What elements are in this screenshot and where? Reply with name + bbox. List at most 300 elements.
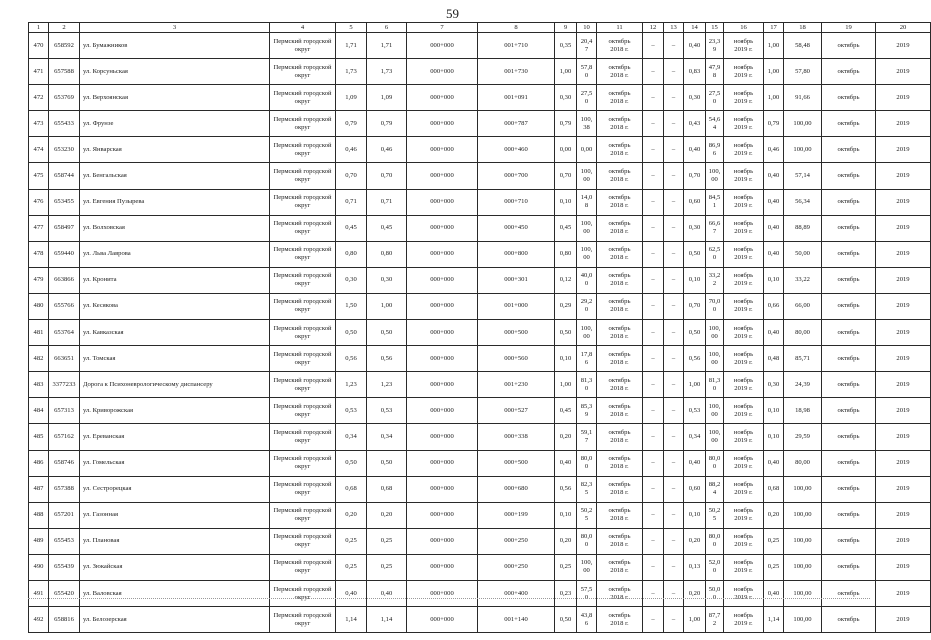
table-cell: 0,25 bbox=[555, 554, 577, 580]
table-cell: 0,45 bbox=[555, 215, 577, 241]
table-cell: октябрь 2018 г. bbox=[597, 189, 643, 215]
table-cell: 1,73 bbox=[336, 59, 367, 85]
table-cell: 0,10 bbox=[555, 502, 577, 528]
table-cell: 0,50 bbox=[684, 241, 706, 267]
header-cell: 5 bbox=[336, 23, 367, 33]
table-cell: 0,50 bbox=[555, 320, 577, 346]
table-cell: 29,2 0 bbox=[577, 293, 597, 319]
table-cell: ноябрь 2019 г. bbox=[724, 59, 764, 85]
table-cell: октябрь bbox=[822, 215, 876, 241]
table-cell: 40,0 0 bbox=[577, 267, 597, 293]
table-cell: 0,34 bbox=[367, 424, 407, 450]
table-cell: 000+000 bbox=[407, 476, 478, 502]
table-cell: 2019 bbox=[876, 59, 931, 85]
table-cell: 000+000 bbox=[407, 320, 478, 346]
table-cell: 80,0 0 bbox=[577, 450, 597, 476]
table-cell: 0,43 bbox=[684, 111, 706, 137]
table-cell: 57,80 bbox=[784, 59, 822, 85]
table-cell: 80,0 0 bbox=[706, 450, 724, 476]
table-cell: октябрь bbox=[822, 241, 876, 267]
table-cell: 2019 bbox=[876, 111, 931, 137]
table-cell: 000+700 bbox=[478, 163, 555, 189]
table-cell: 483 bbox=[29, 372, 49, 398]
table-cell: 2019 bbox=[876, 502, 931, 528]
table-cell: 0,48 bbox=[764, 346, 784, 372]
table-cell: 0,20 bbox=[336, 502, 367, 528]
table-row bbox=[29, 215, 931, 241]
table-cell: ул. Томская bbox=[80, 346, 270, 372]
header-cell: 11 bbox=[597, 23, 643, 33]
table-cell: 658746 bbox=[49, 450, 80, 476]
table-cell: ноябрь 2019 г. bbox=[724, 241, 764, 267]
header-cell: 15 bbox=[706, 23, 724, 33]
table-cell: 80,0 0 bbox=[706, 528, 724, 554]
table-cell: октябрь 2018 г. bbox=[597, 33, 643, 59]
table-cell: 479 bbox=[29, 267, 49, 293]
table-cell: 1,00 bbox=[555, 372, 577, 398]
table-cell: октябрь bbox=[822, 293, 876, 319]
table-cell: 0,40 bbox=[684, 33, 706, 59]
table-cell: 000+400 bbox=[478, 580, 555, 606]
table-cell: 0,40 bbox=[367, 580, 407, 606]
table-cell: Пермский городской округ bbox=[270, 372, 336, 398]
table-row bbox=[29, 424, 931, 450]
table-cell: Пермский городской округ bbox=[270, 189, 336, 215]
table-cell: октябрь 2018 г. bbox=[597, 163, 643, 189]
table-cell: 0,46 bbox=[367, 137, 407, 163]
table-cell: ул. Бумажников bbox=[80, 33, 270, 59]
table-row bbox=[29, 33, 931, 59]
table-cell: октябрь bbox=[822, 502, 876, 528]
table-cell: 0,40 bbox=[764, 241, 784, 267]
table-cell: 489 bbox=[29, 528, 49, 554]
table-cell: 000+338 bbox=[478, 424, 555, 450]
table-cell: 27,5 0 bbox=[577, 85, 597, 111]
table-cell: октябрь bbox=[822, 320, 876, 346]
table-cell: 66,6 7 bbox=[706, 215, 724, 241]
table-cell: 0,13 bbox=[684, 554, 706, 580]
table-cell: 50,2 5 bbox=[706, 502, 724, 528]
table-cell: – bbox=[664, 111, 684, 137]
table-cell: 0,25 bbox=[367, 528, 407, 554]
table-cell: 0,83 bbox=[684, 59, 706, 85]
table-cell: 27,5 0 bbox=[706, 85, 724, 111]
table-cell: 24,39 bbox=[784, 372, 822, 398]
table-cell: – bbox=[664, 450, 684, 476]
table-cell: 0,10 bbox=[764, 398, 784, 424]
table-cell: октябрь 2018 г. bbox=[597, 528, 643, 554]
table-cell: 0,25 bbox=[336, 528, 367, 554]
table-cell: 2019 bbox=[876, 215, 931, 241]
table-cell: 492 bbox=[29, 607, 49, 633]
table-cell: 70,0 0 bbox=[706, 293, 724, 319]
table-cell: 663651 bbox=[49, 346, 80, 372]
table-cell: 000+460 bbox=[478, 137, 555, 163]
table-cell: Пермский городской округ bbox=[270, 607, 336, 633]
table-cell: 0,00 bbox=[577, 137, 597, 163]
table-cell: 1,09 bbox=[367, 85, 407, 111]
table-cell: ноябрь 2019 г. bbox=[724, 215, 764, 241]
table-cell: октябрь bbox=[822, 85, 876, 111]
table-cell: Пермский городской округ bbox=[270, 163, 336, 189]
table-cell: ноябрь 2019 г. bbox=[724, 398, 764, 424]
table-cell: 80,00 bbox=[784, 450, 822, 476]
table-cell: 0,30 bbox=[764, 372, 784, 398]
header-cell: 3 bbox=[80, 23, 270, 33]
table-cell: 2019 bbox=[876, 163, 931, 189]
table-cell: октябрь 2018 г. bbox=[597, 137, 643, 163]
table-cell: 0,50 bbox=[367, 450, 407, 476]
table-cell: 0,10 bbox=[764, 424, 784, 450]
table-cell: ул. Белозерская bbox=[80, 607, 270, 633]
table-cell: – bbox=[664, 607, 684, 633]
table-cell: 0,53 bbox=[684, 398, 706, 424]
table-cell: 655433 bbox=[49, 111, 80, 137]
table-cell: 81,3 0 bbox=[577, 372, 597, 398]
table-cell: 0,70 bbox=[684, 163, 706, 189]
table-cell: 000+301 bbox=[478, 267, 555, 293]
table-cell: 471 bbox=[29, 59, 49, 85]
table-cell: 0,70 bbox=[684, 293, 706, 319]
table-cell: – bbox=[643, 85, 664, 111]
table-cell: 50,00 bbox=[784, 241, 822, 267]
table-cell: 0,34 bbox=[336, 424, 367, 450]
table-cell: – bbox=[643, 372, 664, 398]
table-cell: 0,25 bbox=[367, 554, 407, 580]
table-cell: 80,0 0 bbox=[577, 528, 597, 554]
table-cell: 001+710 bbox=[478, 33, 555, 59]
table-cell: 0,25 bbox=[336, 554, 367, 580]
table-cell: 482 bbox=[29, 346, 49, 372]
table-cell: Пермский городской округ bbox=[270, 528, 336, 554]
header-cell: 9 bbox=[555, 23, 577, 33]
table-cell: Пермский городской округ bbox=[270, 450, 336, 476]
table-cell: 490 bbox=[29, 554, 49, 580]
table-cell: 2019 bbox=[876, 554, 931, 580]
table-cell: 0,79 bbox=[764, 111, 784, 137]
table-row bbox=[29, 528, 931, 554]
table-cell: ноябрь 2019 г. bbox=[724, 189, 764, 215]
table-cell: 47,9 8 bbox=[706, 59, 724, 85]
table-cell: ноябрь 2019 г. bbox=[724, 137, 764, 163]
table-cell: Пермский городской округ bbox=[270, 476, 336, 502]
table-cell: 0,10 bbox=[764, 267, 784, 293]
table-cell: 2019 bbox=[876, 346, 931, 372]
table-cell: 000+000 bbox=[407, 267, 478, 293]
table-cell: ноябрь 2019 г. bbox=[724, 320, 764, 346]
table-row bbox=[29, 554, 931, 580]
table-cell: 50,0 0 bbox=[706, 580, 724, 606]
table-cell: 100,00 bbox=[784, 137, 822, 163]
table-cell: 000+000 bbox=[407, 607, 478, 633]
header-cell: 2 bbox=[49, 23, 80, 33]
table-cell: 14,0 8 bbox=[577, 189, 597, 215]
table-cell: 0,40 bbox=[555, 450, 577, 476]
table-cell: Пермский городской округ bbox=[270, 293, 336, 319]
table-cell: 0,70 bbox=[555, 163, 577, 189]
table-cell: октябрь bbox=[822, 607, 876, 633]
table-cell: октябрь 2018 г. bbox=[597, 215, 643, 241]
table-cell: 001+000 bbox=[478, 293, 555, 319]
table-cell: 000+000 bbox=[407, 372, 478, 398]
table-cell: 000+000 bbox=[407, 33, 478, 59]
table-cell: – bbox=[664, 372, 684, 398]
table-cell: октябрь bbox=[822, 398, 876, 424]
table-cell: ноябрь 2019 г. bbox=[724, 554, 764, 580]
header-cell: 20 bbox=[876, 23, 931, 33]
table-cell: 000+000 bbox=[407, 85, 478, 111]
header-cell: 7 bbox=[407, 23, 478, 33]
table-cell: 653455 bbox=[49, 189, 80, 215]
table-cell: ул. Бенгальская bbox=[80, 163, 270, 189]
table-cell: 470 bbox=[29, 33, 49, 59]
table-cell: 0,80 bbox=[367, 241, 407, 267]
table-cell: ноябрь 2019 г. bbox=[724, 267, 764, 293]
table-row bbox=[29, 137, 931, 163]
table-cell: 33,22 bbox=[784, 267, 822, 293]
table-cell: 1,23 bbox=[336, 372, 367, 398]
table-cell: Пермский городской округ bbox=[270, 85, 336, 111]
table-cell: 0,79 bbox=[336, 111, 367, 137]
table-cell: 0,45 bbox=[336, 215, 367, 241]
table-cell: октябрь bbox=[822, 189, 876, 215]
table-cell: ул. Фрунзе bbox=[80, 111, 270, 137]
table-cell: – bbox=[664, 502, 684, 528]
table-cell: 0,68 bbox=[764, 476, 784, 502]
table-cell: 0,79 bbox=[367, 111, 407, 137]
table-row bbox=[29, 320, 931, 346]
table-cell: 2019 bbox=[876, 607, 931, 633]
table-cell: 2019 bbox=[876, 293, 931, 319]
table-cell: октябрь bbox=[822, 111, 876, 137]
table-cell: 0,20 bbox=[764, 502, 784, 528]
table-cell: 88,89 bbox=[784, 215, 822, 241]
table-cell: 655420 bbox=[49, 580, 80, 606]
table-cell: 56,34 bbox=[784, 189, 822, 215]
table-cell: 000+000 bbox=[407, 293, 478, 319]
table-cell: 0,45 bbox=[555, 398, 577, 424]
table-cell: ул. Корсуньская bbox=[80, 59, 270, 85]
table-cell: 57,5 0 bbox=[577, 580, 597, 606]
table-cell: 54,6 4 bbox=[706, 111, 724, 137]
table-cell: 100,00 bbox=[784, 502, 822, 528]
table-cell: октябрь 2018 г. bbox=[597, 241, 643, 267]
table-cell: 1,50 bbox=[336, 293, 367, 319]
table-cell: 658592 bbox=[49, 33, 80, 59]
table-cell: 658744 bbox=[49, 163, 80, 189]
table-cell: Пермский городской округ bbox=[270, 111, 336, 137]
table-cell: 2019 bbox=[876, 189, 931, 215]
table-cell: 0,40 bbox=[764, 215, 784, 241]
table-cell: 000+680 bbox=[478, 476, 555, 502]
table-cell: октябрь bbox=[822, 59, 876, 85]
table-cell: 0,79 bbox=[555, 111, 577, 137]
table-cell: 0,66 bbox=[764, 293, 784, 319]
table-cell: 2019 bbox=[876, 320, 931, 346]
table-cell: ноябрь 2019 г. bbox=[724, 372, 764, 398]
table-cell: октябрь 2018 г. bbox=[597, 502, 643, 528]
table-cell: октябрь 2018 г. bbox=[597, 450, 643, 476]
table-cell: ноябрь 2019 г. bbox=[724, 85, 764, 111]
table-cell: ноябрь 2019 г. bbox=[724, 424, 764, 450]
table-cell: – bbox=[643, 450, 664, 476]
table-cell: 0,53 bbox=[367, 398, 407, 424]
table-cell: – bbox=[643, 59, 664, 85]
table-cell: октябрь 2018 г. bbox=[597, 476, 643, 502]
table-cell: 491 bbox=[29, 580, 49, 606]
table-cell: – bbox=[643, 580, 664, 606]
table-cell: – bbox=[643, 320, 664, 346]
table-cell: Пермский городской округ bbox=[270, 215, 336, 241]
table-cell: 000+000 bbox=[407, 424, 478, 450]
table-cell: 0,50 bbox=[367, 320, 407, 346]
table-row bbox=[29, 580, 931, 606]
table-cell: 655766 bbox=[49, 293, 80, 319]
table-cell: 58,48 bbox=[784, 33, 822, 59]
table-cell: Пермский городской округ bbox=[270, 137, 336, 163]
table-cell: 0,70 bbox=[336, 163, 367, 189]
table-cell: 000+000 bbox=[407, 450, 478, 476]
table-cell: 000+527 bbox=[478, 398, 555, 424]
table-cell: 2019 bbox=[876, 33, 931, 59]
table-cell: – bbox=[643, 189, 664, 215]
table-cell: ноябрь 2019 г. bbox=[724, 476, 764, 502]
table-cell: 0,46 bbox=[764, 137, 784, 163]
table-cell: октябрь 2018 г. bbox=[597, 267, 643, 293]
table-cell: – bbox=[643, 528, 664, 554]
table-cell: 0,40 bbox=[684, 450, 706, 476]
table-cell: ноябрь 2019 г. bbox=[724, 293, 764, 319]
header-cell: 12 bbox=[643, 23, 664, 33]
table-cell: ул. Евгения Пузырева bbox=[80, 189, 270, 215]
table-cell: 488 bbox=[29, 502, 49, 528]
table-cell: 1,09 bbox=[336, 85, 367, 111]
table-cell: ноябрь 2019 г. bbox=[724, 580, 764, 606]
table-cell: 85,71 bbox=[784, 346, 822, 372]
table-cell: 0,56 bbox=[367, 346, 407, 372]
table-cell: 20,4 7 bbox=[577, 33, 597, 59]
table-cell: 57,8 0 bbox=[577, 59, 597, 85]
table-cell: 655453 bbox=[49, 528, 80, 554]
table-cell: – bbox=[643, 346, 664, 372]
table-cell: 0,50 bbox=[336, 320, 367, 346]
table-cell: 000+000 bbox=[407, 398, 478, 424]
table-cell: – bbox=[664, 320, 684, 346]
table-cell: 57,14 bbox=[784, 163, 822, 189]
table-cell: ноябрь 2019 г. bbox=[724, 111, 764, 137]
table-cell: 82,3 5 bbox=[577, 476, 597, 502]
table-row bbox=[29, 293, 931, 319]
table-cell: 2019 bbox=[876, 267, 931, 293]
table-cell: ул. Волховская bbox=[80, 215, 270, 241]
table-cell: – bbox=[664, 580, 684, 606]
table-cell: 33,2 2 bbox=[706, 267, 724, 293]
table-cell: – bbox=[643, 554, 664, 580]
table-cell: 0,25 bbox=[764, 528, 784, 554]
header-cell: 18 bbox=[784, 23, 822, 33]
table-cell: 1,00 bbox=[684, 607, 706, 633]
table-cell: Пермский городской округ bbox=[270, 59, 336, 85]
table-cell: октябрь 2018 г. bbox=[597, 424, 643, 450]
table-cell: ул. Кавказская bbox=[80, 320, 270, 346]
table-cell: 000+000 bbox=[407, 241, 478, 267]
table-cell: ул. Кронита bbox=[80, 267, 270, 293]
table-cell: 0,00 bbox=[555, 137, 577, 163]
table-cell: 2019 bbox=[876, 372, 931, 398]
table-cell: – bbox=[643, 398, 664, 424]
table-cell: 0,46 bbox=[336, 137, 367, 163]
table-cell: 2019 bbox=[876, 476, 931, 502]
table-cell: – bbox=[664, 528, 684, 554]
table-cell: Пермский городской округ bbox=[270, 554, 336, 580]
table-cell: 0,56 bbox=[555, 476, 577, 502]
table-cell: ул. Январская bbox=[80, 137, 270, 163]
table-cell: 100,00 bbox=[784, 580, 822, 606]
footer-rule bbox=[28, 598, 870, 599]
table-cell: – bbox=[643, 137, 664, 163]
table-cell: 43,8 6 bbox=[577, 607, 597, 633]
table-cell: ул. Газонная bbox=[80, 502, 270, 528]
table-cell: 0,34 bbox=[684, 424, 706, 450]
table-cell: – bbox=[664, 554, 684, 580]
table-row bbox=[29, 163, 931, 189]
table-cell: 0,40 bbox=[764, 580, 784, 606]
table-cell: 17,8 6 bbox=[577, 346, 597, 372]
header-cell: 17 bbox=[764, 23, 784, 33]
table-cell: 1,23 bbox=[367, 372, 407, 398]
table-cell: Дорога к Психоневрологическому диспансеру bbox=[80, 372, 270, 398]
table-cell: 100, 00 bbox=[577, 163, 597, 189]
table-cell: 2019 bbox=[876, 398, 931, 424]
table-cell: Пермский городской округ bbox=[270, 320, 336, 346]
table-cell: 0,40 bbox=[336, 580, 367, 606]
table-cell: октябрь 2018 г. bbox=[597, 59, 643, 85]
table-cell: 487 bbox=[29, 476, 49, 502]
table-cell: 000+000 bbox=[407, 59, 478, 85]
table-cell: 100, 00 bbox=[706, 424, 724, 450]
table-cell: 0,60 bbox=[684, 189, 706, 215]
table-cell: 475 bbox=[29, 163, 49, 189]
table-row bbox=[29, 450, 931, 476]
table-cell: 0,70 bbox=[367, 163, 407, 189]
table-cell: 0,30 bbox=[336, 267, 367, 293]
table-cell: 000+000 bbox=[407, 111, 478, 137]
header-cell: 1 bbox=[29, 23, 49, 33]
table-cell: 657388 bbox=[49, 476, 80, 502]
table-cell: – bbox=[664, 241, 684, 267]
table-row bbox=[29, 346, 931, 372]
table-cell: 000+000 bbox=[407, 137, 478, 163]
table-cell: 001+140 bbox=[478, 607, 555, 633]
table-cell: – bbox=[664, 346, 684, 372]
table-cell: 1,00 bbox=[555, 59, 577, 85]
table-cell: 000+800 bbox=[478, 241, 555, 267]
table-cell: 2019 bbox=[876, 137, 931, 163]
table-cell: октябрь 2018 г. bbox=[597, 398, 643, 424]
table-cell: 88,2 4 bbox=[706, 476, 724, 502]
table-cell: ул. Верхоянская bbox=[80, 85, 270, 111]
table-cell: Пермский городской округ bbox=[270, 267, 336, 293]
table-cell: – bbox=[664, 189, 684, 215]
table-cell: 0,10 bbox=[555, 346, 577, 372]
table-cell: октябрь bbox=[822, 267, 876, 293]
table-cell: 23,3 9 bbox=[706, 33, 724, 59]
table-row bbox=[29, 607, 931, 633]
table-cell: 000+000 bbox=[407, 554, 478, 580]
table-cell: – bbox=[643, 33, 664, 59]
table-cell: ул. Зюкайская bbox=[80, 554, 270, 580]
table-cell: ул. Криворожская bbox=[80, 398, 270, 424]
